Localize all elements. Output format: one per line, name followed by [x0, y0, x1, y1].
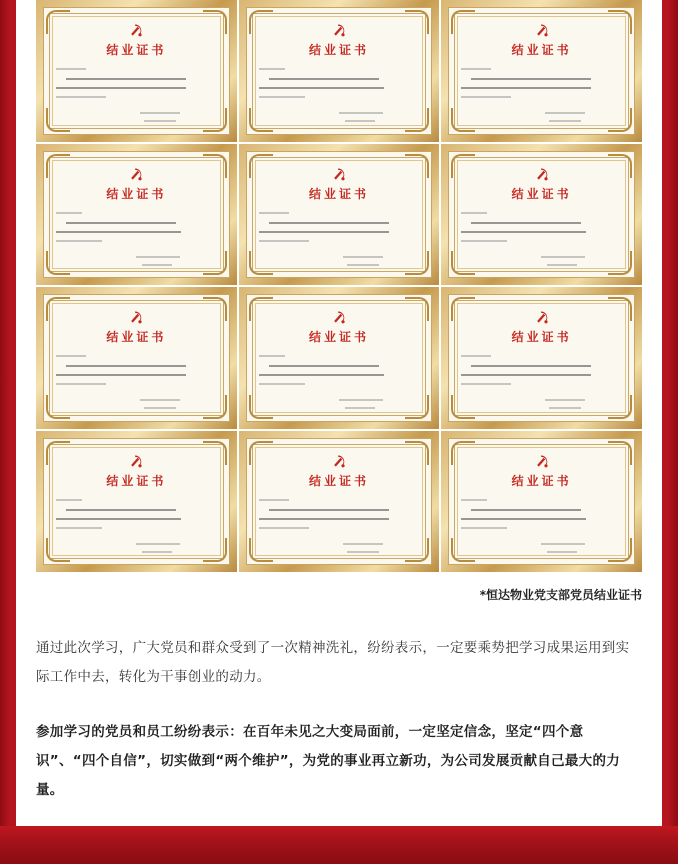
certificate-text-line	[259, 355, 285, 357]
certificate-corner-ornament	[405, 154, 429, 178]
certificate-text-line	[259, 96, 305, 98]
certificate-title: 结业证书	[308, 186, 369, 201]
certificate-corner-ornament	[451, 538, 475, 562]
certificate-text-line	[471, 365, 591, 367]
party-emblem-icon	[331, 453, 347, 469]
certificate-text-line	[343, 256, 383, 258]
certificate-paper	[43, 7, 230, 135]
certificate-text-line	[471, 509, 581, 511]
certificate-title: 结业证书	[308, 43, 369, 57]
certificate-corner-ornament	[46, 441, 70, 465]
certificate-paper	[43, 151, 230, 279]
certificate-title: 结业证书	[511, 473, 572, 488]
certificate-text-line	[547, 264, 577, 266]
party-emblem-icon	[331, 166, 347, 182]
certificate-text-line	[259, 383, 305, 385]
party-emblem-icon	[534, 309, 550, 325]
certificate-text-line	[66, 78, 186, 80]
party-emblem-icon	[534, 22, 550, 38]
certificate-corner-ornament	[451, 154, 475, 178]
certificate-text-line	[461, 499, 487, 501]
certificate-text-line	[461, 518, 586, 520]
certificate-text-line	[471, 222, 581, 224]
certificate-card	[36, 144, 237, 286]
certificate-text-line	[140, 399, 180, 401]
certificate-text-line	[66, 365, 186, 367]
certificate-text-line	[345, 120, 375, 122]
certificate-card	[239, 0, 440, 142]
certificate-card	[36, 0, 237, 142]
certificate-text-line	[259, 240, 309, 242]
certificate-text-line	[339, 399, 383, 401]
certificate-corner-ornament	[451, 108, 475, 132]
certificate-corner-ornament	[608, 441, 632, 465]
party-emblem-icon	[128, 453, 144, 469]
certificate-text-line	[56, 212, 82, 214]
certificate-text-line	[56, 68, 86, 70]
certificate-text-line	[347, 551, 379, 553]
certificate-text-line	[136, 543, 180, 545]
article-paragraph-bold: 参加学习的党员和员工纷纷表示：在百年未见之大变局面前，一定坚定信念，坚定“四个意识”、“四个自信”，切实做到“两个维护”，为党的事业再立新功，为公司发展贡献自己最大的力量。	[36, 724, 621, 798]
certificate-text-line	[56, 374, 186, 376]
certificate-text-line	[269, 78, 379, 80]
certificate-text-line	[56, 96, 106, 98]
certificate-text-line	[144, 407, 176, 409]
certificate-text-line	[347, 264, 379, 266]
certificate-title: 结业证书	[308, 330, 369, 344]
certificate-text-line	[144, 120, 176, 122]
certificate-corner-ornament	[249, 441, 273, 465]
certificate-corner-ornament	[203, 10, 227, 34]
certificate-text-line	[56, 383, 106, 385]
certificate-corner-ornament	[203, 395, 227, 419]
certificate-text-line	[56, 87, 186, 89]
certificate-corner-ornament	[249, 10, 273, 34]
certificate-text-line	[549, 120, 581, 122]
certificate-text-line	[461, 212, 487, 214]
certificate-corner-ornament	[608, 297, 632, 321]
certificate-text-line	[461, 527, 507, 529]
certificate-corner-ornament	[249, 108, 273, 132]
certificate-paper	[448, 7, 635, 135]
certificate-corner-ornament	[203, 251, 227, 275]
certificate-corner-ornament	[608, 538, 632, 562]
certificate-corner-ornament	[46, 538, 70, 562]
certificate-title: 结业证书	[308, 473, 369, 488]
certificate-corner-ornament	[608, 395, 632, 419]
certificate-card	[441, 431, 642, 573]
certificate-corner-ornament	[451, 395, 475, 419]
party-emblem-icon	[128, 309, 144, 325]
certificate-paper	[448, 294, 635, 422]
certificate-text-line	[461, 96, 511, 98]
certificate-corner-ornament	[451, 441, 475, 465]
certificate-paper	[246, 438, 433, 566]
certificate-paper	[448, 438, 635, 566]
certificate-card	[36, 287, 237, 429]
certificate-corner-ornament	[249, 251, 273, 275]
certificate-corner-ornament	[46, 154, 70, 178]
certificate-title: 结业证书	[106, 330, 167, 344]
party-emblem-icon	[534, 166, 550, 182]
certificate-text-line	[461, 231, 586, 233]
certificate-corner-ornament	[405, 251, 429, 275]
image-caption: *恒达物业党支部党员结业证书	[479, 588, 642, 602]
certificate-corner-ornament	[405, 297, 429, 321]
certificate-grid	[36, 0, 642, 572]
certificate-corner-ornament	[46, 10, 70, 34]
certificate-text-line	[136, 256, 180, 258]
certificate-text-line	[142, 551, 172, 553]
certificate-text-line	[259, 212, 289, 214]
certificate-corner-ornament	[249, 297, 273, 321]
certificate-text-line	[541, 256, 585, 258]
certificate-text-line	[545, 399, 585, 401]
certificate-text-line	[56, 355, 86, 357]
certificate-text-line	[259, 499, 289, 501]
certificate-card	[441, 144, 642, 286]
certificate-text-line	[269, 222, 389, 224]
certificate-text-line	[549, 407, 581, 409]
party-emblem-icon	[331, 309, 347, 325]
certificate-card	[441, 287, 642, 429]
certificate-corner-ornament	[451, 10, 475, 34]
certificate-text-line	[345, 407, 375, 409]
certificate-corner-ornament	[405, 10, 429, 34]
party-emblem-icon	[128, 166, 144, 182]
certificate-corner-ornament	[46, 297, 70, 321]
certificate-title: 结业证书	[511, 43, 572, 57]
certificate-corner-ornament	[249, 395, 273, 419]
certificate-corner-ornament	[203, 297, 227, 321]
certificate-text-line	[545, 112, 585, 114]
certificate-corner-ornament	[405, 395, 429, 419]
article-paragraph: 通过此次学习，广大党员和群众受到了一次精神洗礼，纷纷表示，一定要乘势把学习成果运用到实际工作中去，转化为干事创业的动力。	[36, 640, 630, 685]
certificate-text-line	[461, 374, 591, 376]
certificate-text-line	[461, 68, 491, 70]
certificate-title: 结业证书	[106, 473, 167, 488]
certificate-corner-ornament	[451, 297, 475, 321]
certificate-corner-ornament	[46, 108, 70, 132]
certificate-text-line	[259, 68, 285, 70]
certificate-text-line	[461, 383, 511, 385]
certificate-text-line	[461, 87, 591, 89]
certificate-text-line	[461, 240, 507, 242]
party-emblem-icon	[534, 453, 550, 469]
certificate-text-line	[461, 355, 491, 357]
certificate-corner-ornament	[405, 441, 429, 465]
certificate-corner-ornament	[249, 538, 273, 562]
certificate-corner-ornament	[405, 108, 429, 132]
certificate-text-line	[56, 518, 181, 520]
certificate-text-line	[259, 87, 384, 89]
certificate-text-line	[56, 240, 102, 242]
certificate-paper	[448, 151, 635, 279]
certificate-corner-ornament	[249, 154, 273, 178]
certificate-corner-ornament	[46, 395, 70, 419]
certificate-card	[36, 431, 237, 573]
certificate-text-line	[66, 509, 176, 511]
certificate-corner-ornament	[203, 108, 227, 132]
certificate-text-line	[259, 527, 309, 529]
certificate-text-line	[269, 365, 379, 367]
certificate-corner-ornament	[405, 538, 429, 562]
certificate-text-line	[547, 551, 577, 553]
certificate-text-line	[259, 231, 389, 233]
certificate-corner-ornament	[203, 154, 227, 178]
bottom-red-band	[0, 826, 678, 864]
certificate-text-line	[541, 543, 585, 545]
certificate-text-line	[66, 222, 176, 224]
certificate-title: 结业证书	[106, 186, 167, 201]
certificate-title: 结业证书	[106, 43, 167, 57]
certificate-paper	[246, 7, 433, 135]
certificate-text-line	[56, 231, 181, 233]
certificate-card	[239, 144, 440, 286]
certificate-corner-ornament	[608, 108, 632, 132]
certificate-card	[239, 431, 440, 573]
certificate-paper	[246, 151, 433, 279]
certificate-corner-ornament	[608, 10, 632, 34]
certificate-corner-ornament	[46, 251, 70, 275]
certificate-text-line	[56, 499, 82, 501]
certificate-paper	[246, 294, 433, 422]
certificate-text-line	[142, 264, 172, 266]
certificate-text-line	[140, 112, 180, 114]
certificate-text-line	[471, 78, 591, 80]
certificate-text-line	[259, 374, 384, 376]
party-emblem-icon	[128, 22, 144, 38]
certificate-corner-ornament	[608, 251, 632, 275]
certificate-corner-ornament	[608, 154, 632, 178]
party-emblem-icon	[331, 22, 347, 38]
certificate-text-line	[56, 527, 102, 529]
certificate-text-line	[343, 543, 383, 545]
certificate-corner-ornament	[203, 538, 227, 562]
certificate-text-line	[269, 509, 389, 511]
certificate-paper	[43, 294, 230, 422]
certificate-corner-ornament	[451, 251, 475, 275]
certificate-corner-ornament	[203, 441, 227, 465]
certificate-text-line	[339, 112, 383, 114]
certificate-title: 结业证书	[511, 186, 572, 201]
certificate-paper	[43, 438, 230, 566]
certificate-text-line	[259, 518, 389, 520]
certificate-title: 结业证书	[511, 330, 572, 344]
certificate-card	[441, 0, 642, 142]
certificate-card	[239, 287, 440, 429]
